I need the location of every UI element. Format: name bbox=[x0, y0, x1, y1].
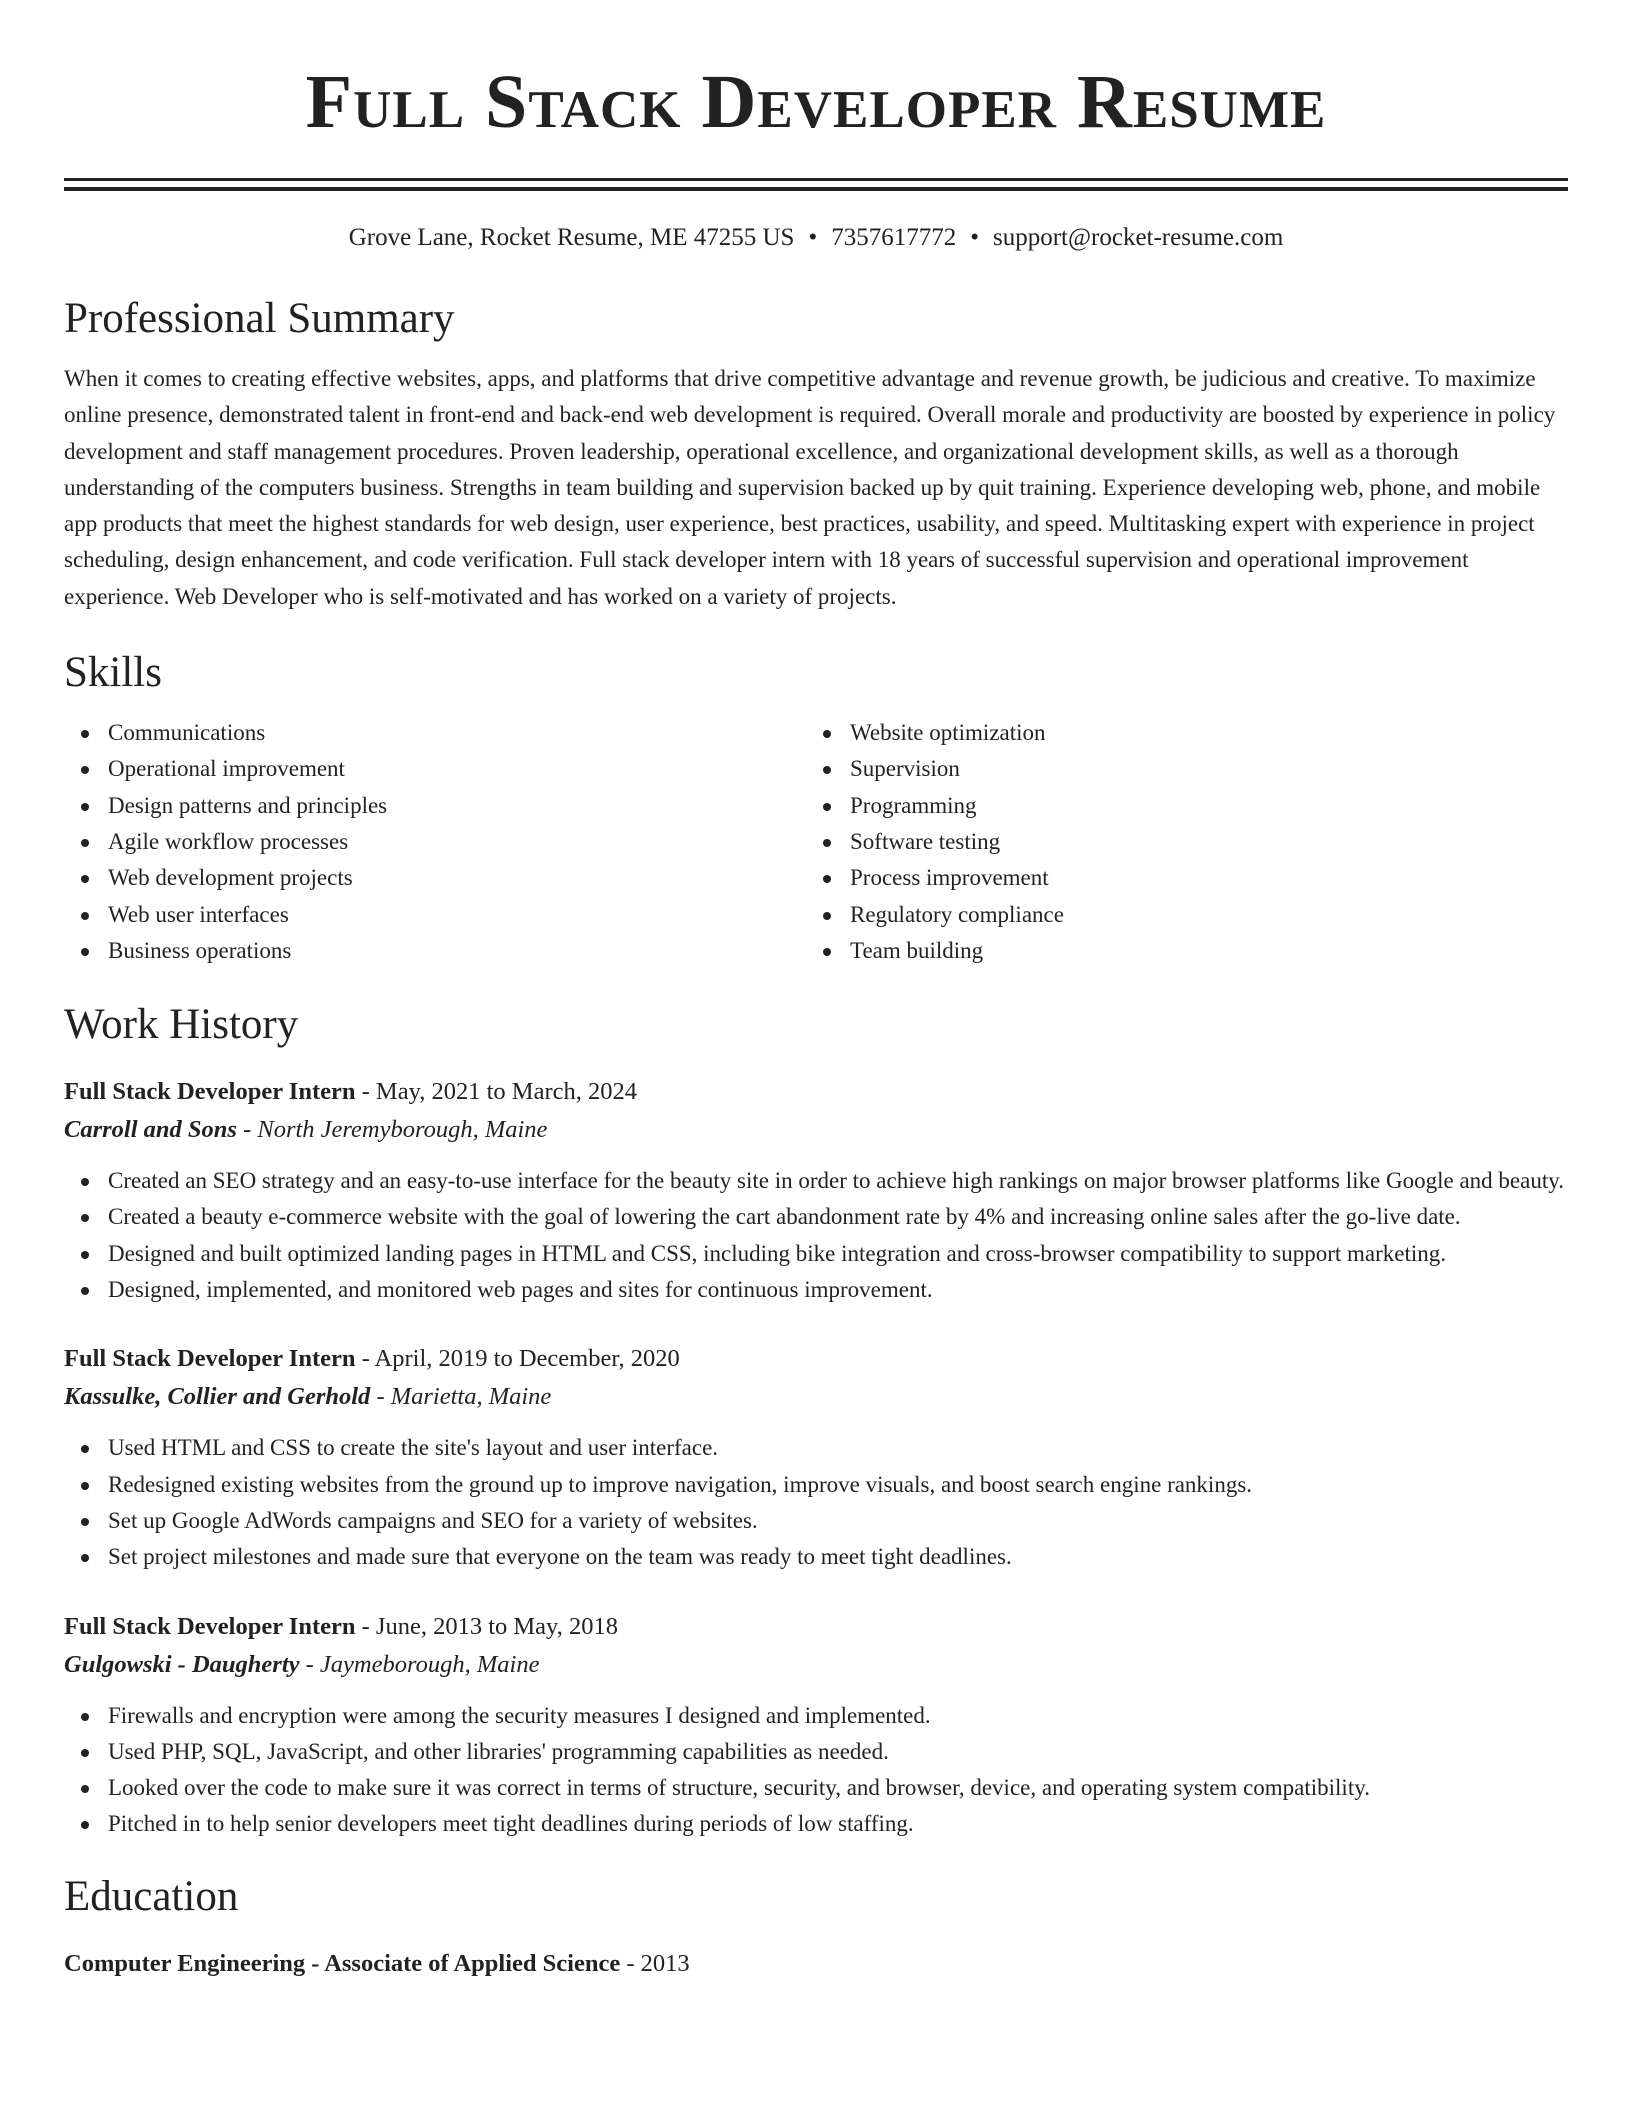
job-company-line bbox=[64, 1378, 1568, 1416]
summary-heading: Professional Summary bbox=[64, 295, 455, 342]
job-bullet: Used HTML and CSS to create the site's layout and user interface. bbox=[64, 1430, 1568, 1466]
skill-item: Regulatory compliance bbox=[806, 897, 1548, 933]
contact-email: support@rocket-resume.com bbox=[993, 224, 1284, 251]
job-bullet: Redesigned existing websites from the ground up to improve navigation, improve visuals, and boost search engine rankings. bbox=[64, 1467, 1568, 1503]
job-company: Kassulke, Collier and Gerhold bbox=[64, 1383, 371, 1411]
education-year: - 2013 bbox=[626, 1949, 690, 1977]
job-location: - Jaymeborough, Maine bbox=[305, 1650, 540, 1678]
skill-item: Software testing bbox=[806, 824, 1548, 860]
skills-list-right bbox=[806, 715, 1548, 969]
skill-item: Operational improvement bbox=[64, 751, 806, 787]
skill-item: Agile workflow processes bbox=[64, 824, 806, 860]
skills-columns bbox=[64, 715, 1568, 969]
skill-item: Business operations bbox=[64, 933, 806, 969]
job-dates: - April, 2019 to December, 2020 bbox=[361, 1345, 680, 1373]
job-company: Gulgowski - Daugherty bbox=[64, 1650, 300, 1678]
job-bullet: Set up Google AdWords campaigns and SEO for a variety of websites. bbox=[64, 1503, 1568, 1539]
work-history-heading: Work History bbox=[64, 1001, 299, 1049]
education-heading: Education bbox=[64, 1872, 239, 1920]
skill-item: Web development projects bbox=[64, 860, 806, 896]
skill-item: Supervision bbox=[806, 751, 1548, 787]
skills-heading: Skills bbox=[64, 649, 162, 697]
job-dates: - June, 2013 to May, 2018 bbox=[361, 1612, 618, 1640]
job-bullet: Pitched in to help senior developers meet tight deadlines during periods of low staffing. bbox=[64, 1806, 1568, 1842]
job-bullet: Set project milestones and made sure that everyone on the team was ready to meet tight deadlines. bbox=[64, 1539, 1568, 1575]
skill-item: Web user interfaces bbox=[64, 897, 806, 933]
education-entry bbox=[64, 1945, 1568, 1983]
job-company-line bbox=[64, 1111, 1568, 1149]
job-location: - North Jeremyborough, Maine bbox=[243, 1116, 548, 1144]
contact-separator: • bbox=[808, 224, 818, 251]
job-title-line bbox=[64, 1073, 1568, 1111]
job-title-line bbox=[64, 1340, 1568, 1378]
skill-item: Process improvement bbox=[806, 860, 1548, 896]
contact-separator: • bbox=[970, 224, 979, 251]
job-bullets bbox=[64, 1698, 1568, 1843]
job-entry bbox=[64, 1073, 1568, 1308]
title-divider-bottom bbox=[64, 187, 1568, 191]
skill-item: Programming bbox=[806, 788, 1548, 824]
job-company-line bbox=[64, 1646, 1568, 1684]
job-title: Full Stack Developer Intern bbox=[64, 1612, 356, 1640]
job-company: Carroll and Sons bbox=[64, 1116, 237, 1144]
skills-list-left bbox=[64, 715, 806, 969]
job-bullet: Used PHP, SQL, JavaScript, and other libraries' programming capabilities as needed. bbox=[64, 1734, 1568, 1770]
job-title-line bbox=[64, 1608, 1568, 1646]
contact-phone: 7357617772 bbox=[831, 224, 957, 251]
job-bullet: Firewalls and encryption were among the security measures I designed and implemented. bbox=[64, 1698, 1568, 1734]
title-divider-top bbox=[64, 178, 1568, 181]
job-title: Full Stack Developer Intern bbox=[64, 1078, 356, 1106]
job-dates: - May, 2021 to March, 2024 bbox=[361, 1078, 637, 1106]
job-bullets bbox=[64, 1163, 1568, 1308]
job-location: - Marietta, Maine bbox=[376, 1383, 552, 1411]
job-bullet: Created a beauty e-commerce website with the goal of lowering the cart abandonment rate by 4% and increasing online sales after the go-live date. bbox=[64, 1199, 1568, 1235]
contact-line bbox=[64, 221, 1568, 255]
resume-title: Full Stack Developer Resume bbox=[305, 60, 1327, 144]
job-bullet: Looked over the code to make sure it was correct in terms of structure, security, and browser, device, and operating system compatibility. bbox=[64, 1770, 1568, 1806]
job-entry bbox=[64, 1340, 1568, 1575]
summary-text: When it comes to creating effective websites, apps, and platforms that drive competitive advantage and revenue growth, be judicious and creative. To maximize online presence, demonstrated talent in front-end and back-end web development is required. Overall morale and productivity are boosted by experience in policy development and staff management procedures. Proven leadership, operational excellence, and organizational development skills, as well as a thorough understanding of the computers business. Strengths in team building and supervision backed up by quit training. Experience developing web, phone, and mobile app products that meet the highest standards for web design, user experience, best practices, usability, and speed. Multitasking expert with experience in project scheduling, design enhancement, and code verification. Full stack developer intern with 18 years of successful supervision and operational improvement experience. Web Developer who is self-motivated and has worked on a variety of projects. bbox=[64, 366, 1556, 609]
job-title: Full Stack Developer Intern bbox=[64, 1345, 356, 1373]
skill-item: Team building bbox=[806, 933, 1548, 969]
job-bullets bbox=[64, 1430, 1568, 1575]
job-bullet: Designed, implemented, and monitored web pages and sites for continuous improvement. bbox=[64, 1272, 1568, 1308]
education-degree: Computer Engineering - Associate of Applied Science bbox=[64, 1949, 621, 1977]
job-bullet: Created an SEO strategy and an easy-to-use interface for the beauty site in order to achieve high rankings on major browser platforms like Google and beauty. bbox=[64, 1163, 1568, 1199]
skill-item: Website optimization bbox=[806, 715, 1548, 751]
job-bullet: Designed and built optimized landing pages in HTML and CSS, including bike integration and cross-browser compatibility to support marketing. bbox=[64, 1236, 1568, 1272]
contact-address: Grove Lane, Rocket Resume, ME 47255 US bbox=[348, 224, 795, 251]
skill-item: Communications bbox=[64, 715, 806, 751]
skill-item: Design patterns and principles bbox=[64, 788, 806, 824]
job-entry bbox=[64, 1608, 1568, 1843]
